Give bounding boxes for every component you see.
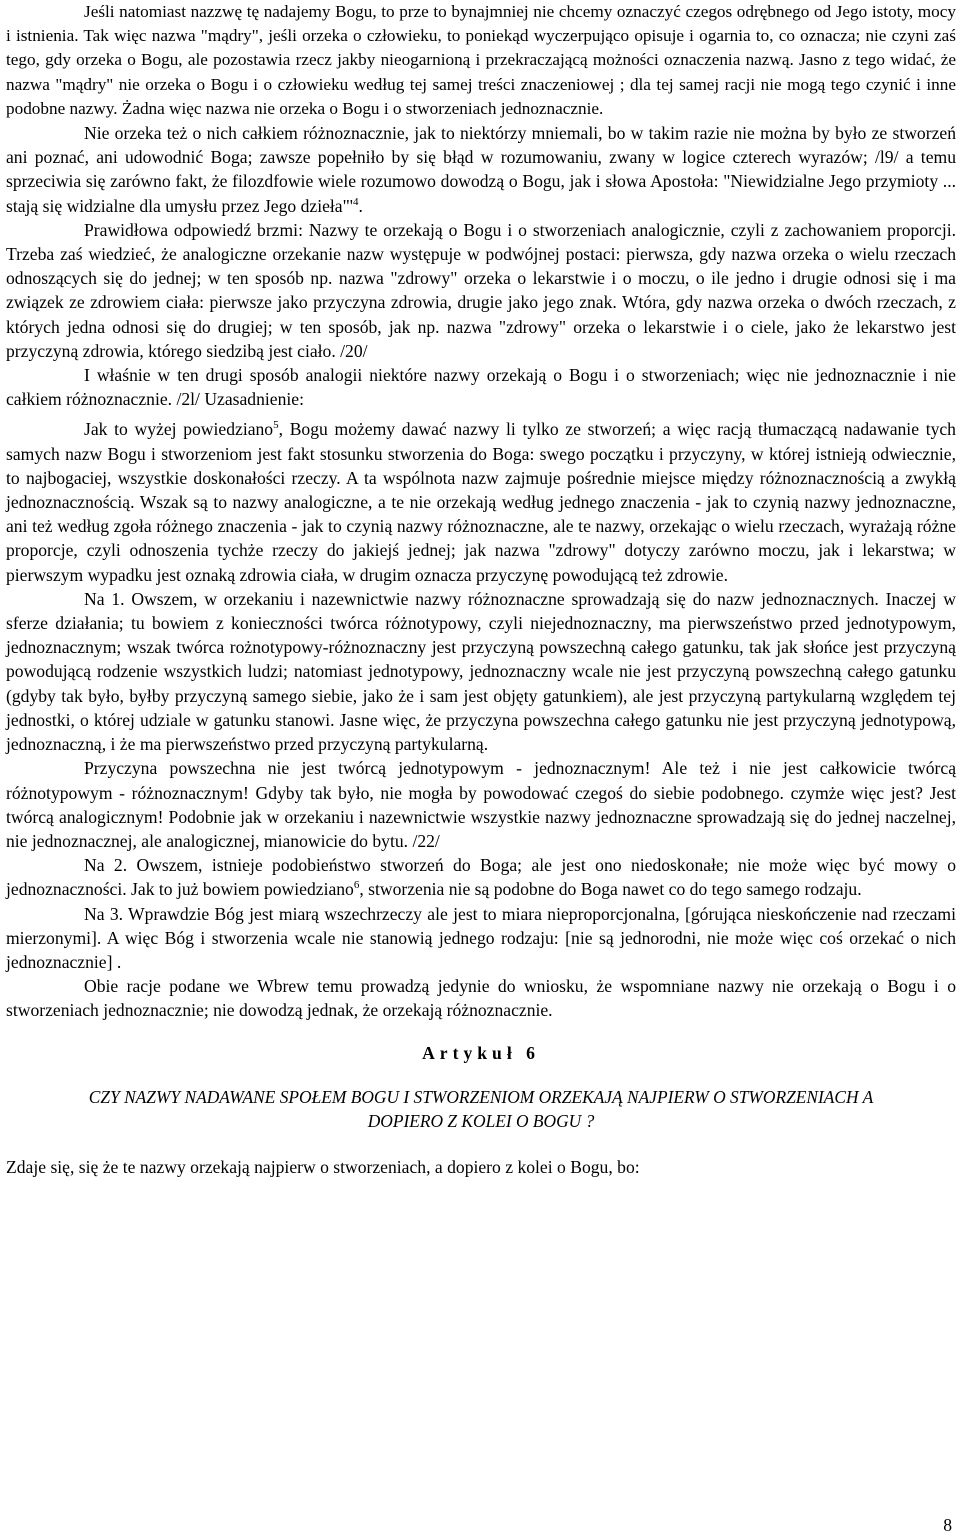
paragraph-9 xyxy=(6,902,956,975)
document-page xyxy=(6,0,956,1179)
paragraph-9-text: Na 3. Wprawdzie Bóg jest miarą wszechrzeczy ale jest to miara nieproporcjonalna, [górująca nieskończenie nad rzeczami mierzonymi]. A więc Bóg i stworzenia wcale nie stanowią jednego rodzaju: [nie są jednorodni, nie może więc coś orzekać o nich jednoznacznie] . xyxy=(6,903,956,972)
paragraph-2-text: Nie orzeka też o nich całkiem różnoznacznie, jak to niektórzy mniemali, bo w takim razie nie można by było ze stworzeń ani poznać, ani udowodnić Boga; zawsze popełniło by się błąd w rozumowaniu, zwany w logice czterech wyrazów; /l9/ a temu sprzeciwia się zarówno fakt, że filozdfowie wiele rozumowo dowodzą o Bogu, jak i słowa Apostoła: "Niewidzialne Jego przymioty ... stają się widzialne dla umysłu przez Jego dzieła"' xyxy=(6,123,956,216)
paragraph-3-text: Prawidłowa odpowiedź brzmi: Nazwy te orzekają o Bogu i o stworzeniach analogicznie, czyli z zachowaniem proporcji. Trzeba zaś wiedzieć, że analogiczne orzekanie nazw występuje w podwójnej postaci: pierwsza, gdy nazwa orzeka o wielu rzeczach odnoszących się do jednej; w ten sposób np. nazwa "zdrowy" orzeka o lekarstwie i o moczu, o ile jedno i drugie odnosi się i ma związek ze zdrowiem ciała: pierwsze jako przyczyna zdrowia, drugie jako jego znak. Wtóra, gdy nazwa orzeka o dwóch rzeczach, z których jedna odnosi się do drugiej; w ten sposób, jak np. nazwa "zdrowy" orzeka o lekarstwie i o ciele, jako że lekarstwo jest przyczyną zdrowia, którego siedzibą jest ciało. /20/ xyxy=(6,219,956,361)
paragraph-3 xyxy=(6,218,956,363)
paragraph-5 xyxy=(6,417,956,586)
paragraph-8-text: Na 2. Owszem, istnieje podobieństwo stworzeń do Boga; ale jest ono niedoskonałe; nie może więc być mowy o jednoznaczności. Jak to już bowiem powiedziano xyxy=(6,855,956,900)
paragraph-7 xyxy=(6,756,956,853)
paragraph-7-text: Przyczyna powszechna nie jest twórcą jednotypowym - jednoznacznym! Ale też i nie jest całkowicie twórcą różnotypowym - różnoznacznym! Gdyby tak było, nie mogła by powodować czegoś do siebie podobnego. czymże więc jest? Jest twórcą analogicznym! Podobnie jak w orzekaniu i nazewnictwie wszystkie nazwy jednoznaczne sprowadzają się do jednej naczelnej, nie jednoznacznej, ale analogicznej, mianowicie do bytu. /22/ xyxy=(6,758,956,851)
paragraph-5-text: Jak to wyżej powiedziano xyxy=(84,419,274,440)
article-question: CZY NAZWY NADAWANE SPOŁEM BOGU I STWORZENIOM ORZEKAJĄ NAJPIERW O STWORZENIACH A DOPIERO Z KOLEI O BOGU ? xyxy=(88,1086,874,1131)
paragraph-6-text: Na 1. Owszem, w orzekaniu i nazewnictwie nazwy różnoznaczne sprowadzają się do nazw jednoznacznych. Inaczej w sferze działania; tu bowiem z konieczności twórca różnotypowy, czyli niejednoznaczny, ma pierwszeństwo przed jednotypowym, jednoznacznym; wszak twórca rożnotypowy-różnoznaczny jest przyczyną powszechną całego gatunku, tak jak słońce jest przyczyną powodującą rodzenie wszystkich ludzi; natomiast jednotypowy, jednoznaczny wcale nie jest przyczyną powszechną całego gatunku (gdyby tak było, byłby przyczyną samego siebie, jako że i sam jest objęty gatunkiem), ale jest przyczyną partykularną względem tej jednostki, o której udziale w gatunku stanowi. Jasne więc, że przyczyna powszechna całego gatunku nie jest przyczyną jednotypową, jednoznaczną, i że ma pierwszeństwo przed przyczyną partykularną. xyxy=(6,588,956,755)
paragraph-2-tail: . xyxy=(358,195,363,216)
paragraph-8 xyxy=(6,853,956,901)
paragraph-1-text: Jeśli natomiast nazzwę tę nadajemy Bogu, to prze to bynajmniej nie chcemy oznaczyć czegos odrębnego od Jego istoty, mocy i istnienia. Tak więc nazwa "mądry", jeśli orzeka o człowieku, to poniekąd wyczerpująco opisuje i ogarnia to, co oznacza; nie czyni zaś tego, gdy orzeka o Bogu, ale pozostawia rzecz jakby nieogarnioną i przekraczającą możności oznaczenia nazwą. Jasno z tego widać, że nazwa "mądry" nie orzeka o Bogu i o człowieku według tej samej treści znaczeniowej ; dla tej samej racji nie mogą tego czynić i inne podobne nazwy. Żadna więc nazwa nie orzeka o Bogu i o stworzeniach jednoznacznie. xyxy=(6,2,956,118)
footnote-ref-4: 4 xyxy=(352,195,359,208)
footnote-ref-6: 6 xyxy=(353,879,360,892)
paragraph-4-text: I właśnie w ten drugi sposób analogii niektóre nazwy orzekają o Bogu i o stworzeniach; więc nie jednoznacznie i nie całkiem różnoznacznie. /2l/ Uzasadnienie: xyxy=(6,365,956,410)
paragraph-2 xyxy=(6,121,956,218)
paragraph-10-text: Obie racje podane we Wbrew temu prowadzą jedynie do wniosku, że wspomniane nazwy nie orzekają o Bogu i o stworzeniach jednoznacznie; nie dowodzą jednak, że orzekają różnoznacznie. xyxy=(6,976,956,1021)
paragraph-10 xyxy=(6,974,956,1022)
article-heading: Artykuł 6 xyxy=(422,1042,540,1063)
closing-sentence: Zdaje się, się że te nazwy orzekają najpierw o stworzeniach, a dopiero z kolei o Bogu, bo: xyxy=(6,1156,640,1177)
footnote-ref-5: 5 xyxy=(273,419,279,432)
paragraph-4 xyxy=(6,363,956,411)
paragraph-8-tail: , stworzenia nie są podobne do Boga nawet co do tego samego rodzaju. xyxy=(359,879,862,900)
paragraph-5-tail: , Bogu możemy dawać nazwy li tylko ze stworzeń; a więc racją tłumaczącą nadawanie tych samych nazw Bogu i stworzeniom jest fakt stosunku stworzenia do Boga: swego początku i przyczyny, w której istnieją odwiecznie, to najbogaciej, wszystkie doskonałości rzeczy. A ta wspólnota nazw zajmuje pośrednie miejsce między różnoznacznością a zwykłą jednoznacznością. Wszak są to nazwy analogiczne, a te nie orzekają według jednego znaczenia - jak to czynią nazwy jednoznaczne, ani też według zgoła różnego znaczenia - jak to czynią nazwy różnoznaczne, ale te nazwy, orzekając o wielu rzeczach, wyrażają różne proporcje, czyli odnoszenia tychże rzeczy do jakiejś jednej; jak nazwa "zdrowy" dotyczy zarówno moczu, jak i lekarstwa; w pierwszym wypadku jest oznaką zdrowia ciała, w drugim oznacza przyczynę powodującą też zdrowie. xyxy=(6,419,956,585)
page-number: 8 xyxy=(943,1515,952,1535)
paragraph-6 xyxy=(6,587,956,756)
paragraph-1 xyxy=(6,0,956,121)
